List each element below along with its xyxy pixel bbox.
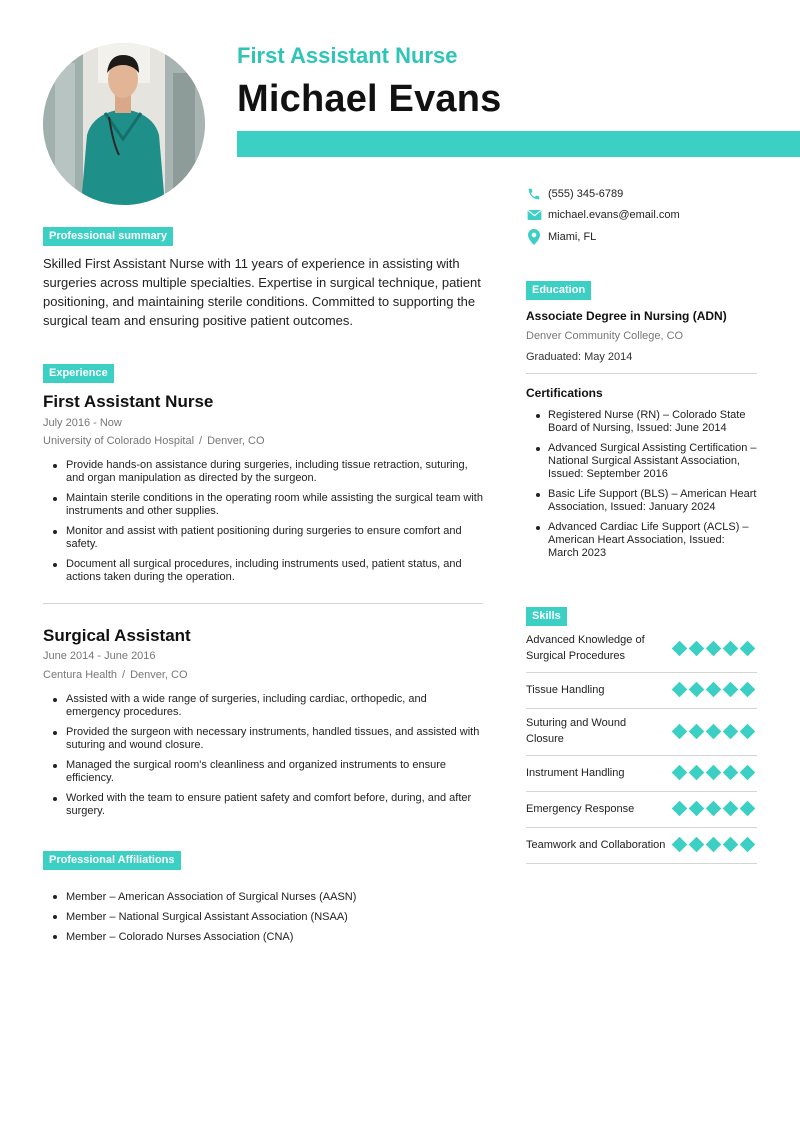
certifications-title: Certifications bbox=[526, 386, 603, 400]
skill-name: Emergency Response bbox=[526, 802, 635, 815]
rating-diamond-icon bbox=[672, 765, 688, 781]
list-item: Basic Life Support (BLS) – American Heart Association, Issued: January 2024 bbox=[526, 488, 757, 514]
list-item: Member – American Association of Surgical Nurses (AASN) bbox=[43, 890, 483, 904]
job-dates: June 2014 - June 2016 bbox=[43, 650, 156, 662]
rating-diamond-icon bbox=[723, 723, 739, 739]
rating-diamond-icon bbox=[689, 640, 705, 656]
job-employer-line: University of Colorado Hospital / Denver, CO bbox=[43, 435, 265, 447]
list-item: Advanced Cardiac Life Support (ACLS) – American Heart Association, Issued: March 2023 bbox=[526, 521, 757, 560]
divider bbox=[526, 373, 757, 374]
skill-row bbox=[526, 756, 757, 792]
section-label-skills: Skills bbox=[526, 607, 567, 626]
rating-diamond-icon bbox=[740, 682, 756, 698]
skill-row bbox=[526, 709, 757, 756]
rating-diamond-icon bbox=[689, 682, 705, 698]
skill-name: Suturing and Wound Closure bbox=[526, 717, 627, 745]
rating-diamond-icon bbox=[672, 682, 688, 698]
education-graduated: Graduated: May 2014 bbox=[526, 351, 633, 363]
rating-diamond-icon bbox=[706, 837, 722, 853]
header-accent-bar bbox=[237, 131, 800, 157]
rating-diamond-icon bbox=[723, 801, 739, 817]
skill-name: Advanced Knowledge of Surgical Procedures bbox=[526, 634, 645, 662]
section-label-education: Education bbox=[526, 281, 591, 300]
rating-diamond-icon bbox=[723, 765, 739, 781]
section-label-affiliations: Professional Affiliations bbox=[43, 851, 181, 870]
affiliations-list bbox=[43, 890, 483, 950]
list-item: Advanced Surgical Assisting Certification – National Surgical Assistant Association, Issued: September 2016 bbox=[526, 442, 757, 481]
job-bullets bbox=[43, 693, 483, 825]
rating-diamond-icon bbox=[706, 682, 722, 698]
skills-list bbox=[526, 626, 757, 864]
rating-diamond-icon bbox=[723, 640, 739, 656]
list-item: Document all surgical procedures, including instruments used, patient status, and actions taken during the operation. bbox=[43, 558, 483, 584]
skill-row bbox=[526, 626, 757, 673]
job-employer-line: Centura Health / Denver, CO bbox=[43, 669, 188, 681]
skill-rating bbox=[673, 726, 757, 737]
job-title: First Assistant Nurse bbox=[43, 392, 214, 411]
skill-row bbox=[526, 792, 757, 828]
contact-location bbox=[526, 229, 596, 245]
skill-rating bbox=[673, 767, 757, 778]
section-label-summary: Professional summary bbox=[43, 227, 173, 246]
divider bbox=[43, 603, 483, 604]
certifications-list bbox=[526, 409, 757, 567]
skill-rating bbox=[673, 643, 757, 654]
location-pin-icon bbox=[526, 229, 542, 245]
list-item: Maintain sterile conditions in the operating room while assisting the surgical team with instruments and other supplies. bbox=[43, 492, 483, 518]
email-icon bbox=[526, 207, 542, 223]
list-item: Registered Nurse (RN) – Colorado State Board of Nursing, Issued: June 2014 bbox=[526, 409, 757, 435]
skill-row bbox=[526, 673, 757, 709]
skill-row bbox=[526, 828, 757, 864]
list-item: Member – National Surgical Assistant Association (NSAA) bbox=[43, 910, 483, 924]
profile-photo bbox=[43, 43, 205, 205]
job-employer: University of Colorado Hospital bbox=[43, 435, 195, 447]
rating-diamond-icon bbox=[723, 682, 739, 698]
list-item: Monitor and assist with patient positioning during surgeries to ensure comfort and safety. bbox=[43, 525, 483, 551]
rating-diamond-icon bbox=[672, 723, 688, 739]
list-item: Member – Colorado Nurses Association (CNA) bbox=[43, 930, 483, 944]
list-item: Assisted with a wide range of surgeries, including cardiac, orthopedic, and emergency procedures. bbox=[43, 693, 483, 719]
rating-diamond-icon bbox=[672, 801, 688, 817]
list-item: Managed the surgical room's cleanliness and organized instruments to ensure efficiency. bbox=[43, 759, 483, 785]
summary-text: Skilled First Assistant Nurse with 11 years of experience in assisting with surgeries across multiple specialties. Expertise in surgical technique, patient positioning, and maintaining sterile conditions. Committed to supporting the surgical team and ensuring positive patient outcomes. bbox=[43, 256, 481, 328]
job-dates: July 2016 - Now bbox=[43, 417, 122, 429]
job-location: Denver, CO bbox=[207, 435, 265, 447]
rating-diamond-icon bbox=[706, 723, 722, 739]
contact-phone bbox=[526, 186, 623, 202]
skill-rating bbox=[673, 684, 757, 695]
email-text[interactable]: michael.evans@email.com bbox=[548, 209, 680, 221]
phone-icon bbox=[526, 186, 542, 202]
location-text: Miami, FL bbox=[548, 231, 597, 243]
job-employer: Centura Health bbox=[43, 669, 117, 681]
rating-diamond-icon bbox=[740, 801, 756, 817]
job-bullets bbox=[43, 459, 483, 591]
rating-diamond-icon bbox=[706, 801, 722, 817]
rating-diamond-icon bbox=[672, 640, 688, 656]
rating-diamond-icon bbox=[723, 837, 739, 853]
education-school: Denver Community College, CO bbox=[526, 330, 684, 342]
rating-diamond-icon bbox=[689, 723, 705, 739]
list-item: Provided the surgeon with necessary instruments, handled tissues, and assisted with suturing and wound closure. bbox=[43, 726, 483, 752]
skill-name: Tissue Handling bbox=[526, 683, 605, 696]
contact-email bbox=[526, 207, 680, 223]
education-degree: Associate Degree in Nursing (ADN) bbox=[526, 309, 727, 323]
rating-diamond-icon bbox=[689, 765, 705, 781]
skill-rating bbox=[673, 803, 757, 814]
job-title: Surgical Assistant bbox=[43, 626, 191, 645]
list-item: Provide hands-on assistance during surgeries, including tissue retraction, suturing, and organ manipulation as directed by the surgeon. bbox=[43, 459, 483, 485]
skill-rating bbox=[673, 839, 757, 850]
rating-diamond-icon bbox=[740, 723, 756, 739]
section-label-experience: Experience bbox=[43, 364, 114, 383]
header-job-title: First Assistant Nurse bbox=[237, 43, 458, 68]
rating-diamond-icon bbox=[689, 801, 705, 817]
candidate-name: Michael Evans bbox=[237, 78, 502, 120]
rating-diamond-icon bbox=[740, 837, 756, 853]
skill-name: Instrument Handling bbox=[526, 766, 625, 779]
rating-diamond-icon bbox=[740, 640, 756, 656]
list-item: Worked with the team to ensure patient safety and comfort before, during, and after surgery. bbox=[43, 792, 483, 818]
rating-diamond-icon bbox=[740, 765, 756, 781]
skill-name: Teamwork and Collaboration bbox=[526, 838, 666, 851]
rating-diamond-icon bbox=[706, 640, 722, 656]
job-location: Denver, CO bbox=[130, 669, 188, 681]
rating-diamond-icon bbox=[689, 837, 705, 853]
rating-diamond-icon bbox=[672, 837, 688, 853]
phone-text[interactable]: (555) 345-6789 bbox=[548, 188, 624, 200]
rating-diamond-icon bbox=[706, 765, 722, 781]
